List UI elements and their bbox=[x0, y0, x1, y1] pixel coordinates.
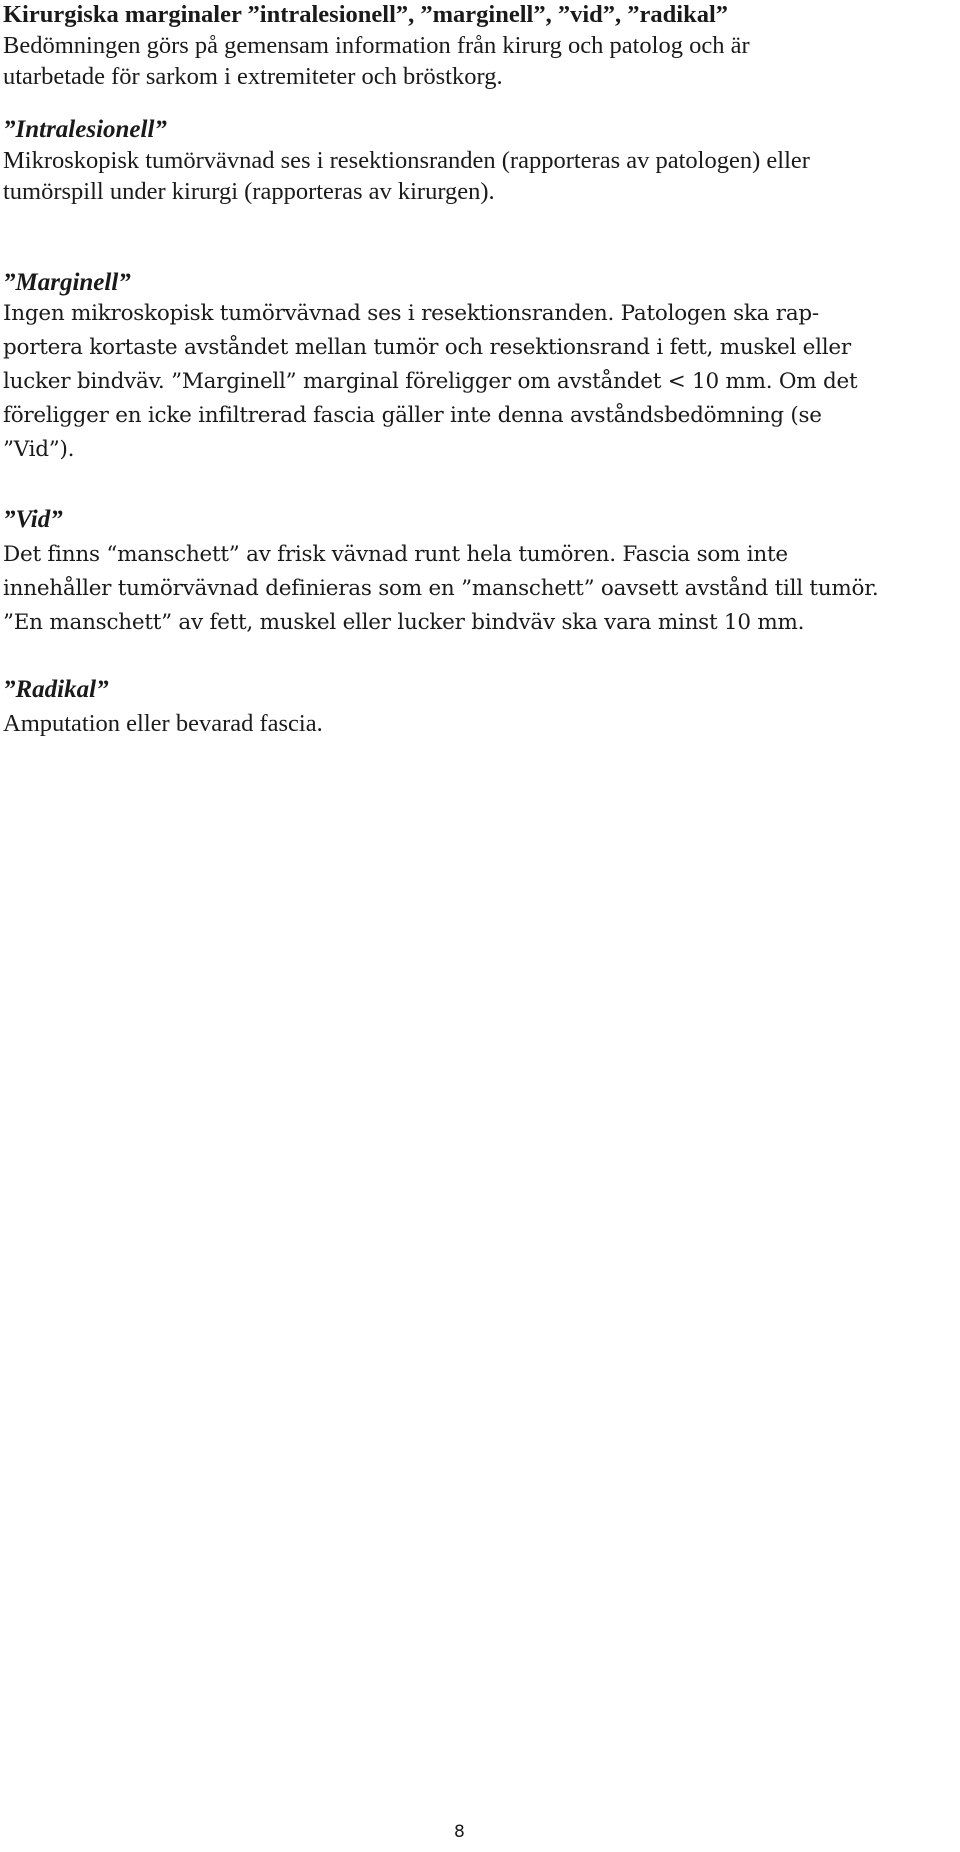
body-line: Amputation eller bevarad fascia. bbox=[3, 710, 323, 737]
section-body-intralesionell bbox=[3, 145, 953, 207]
body-line: Ingen mikroskopisk tumörvävnad ses i resektionsranden. Patologen ska rap- bbox=[3, 301, 819, 326]
section-body-radikal bbox=[3, 708, 953, 739]
section-heading-radikal: ”Radikal” bbox=[3, 676, 109, 703]
section-heading-marginell: ”Marginell” bbox=[3, 269, 131, 296]
section-body-marginell bbox=[3, 297, 958, 467]
page-number: 8 bbox=[454, 1822, 465, 1842]
body-line: tumörspill under kirurgi (rapporteras av kirurgen). bbox=[3, 178, 495, 205]
intro-paragraph bbox=[3, 30, 953, 92]
section-body-vid bbox=[3, 538, 958, 640]
body-line: portera kortaste avståndet mellan tumör och resektionsrand i fett, muskel eller bbox=[3, 335, 851, 360]
body-line: lucker bindväv. ”Marginell” marginal föreligger om avståndet < 10 mm. Om det bbox=[3, 369, 858, 394]
body-line: Det finns “manschett” av frisk vävnad runt hela tumören. Fascia som inte bbox=[3, 542, 788, 567]
intro-line: utarbetade för sarkom i extremiteter och bröstkorg. bbox=[3, 63, 503, 90]
document-title: Kirurgiska marginaler ”intralesionell”, ”marginell”, ”vid”, ”radikal” bbox=[3, 1, 729, 28]
body-line: innehåller tumörvävnad definieras som en ”manschett” oavsett avstånd till tumör. bbox=[3, 576, 879, 601]
body-line: ”En manschett” av fett, muskel eller lucker bindväv ska vara minst 10 mm. bbox=[3, 610, 805, 635]
body-line: ”Vid”). bbox=[3, 437, 75, 462]
intro-line: Bedömningen görs på gemensam information från kirurg och patolog och är bbox=[3, 32, 750, 59]
section-heading-vid: ”Vid” bbox=[3, 506, 63, 533]
body-line: föreligger en icke infiltrerad fascia gäller inte denna avståndsbedömning (se bbox=[3, 403, 822, 428]
body-line: Mikroskopisk tumörvävnad ses i resektionsranden (rapporteras av patologen) eller bbox=[3, 147, 810, 174]
section-heading-intralesionell: ”Intralesionell” bbox=[3, 116, 167, 143]
